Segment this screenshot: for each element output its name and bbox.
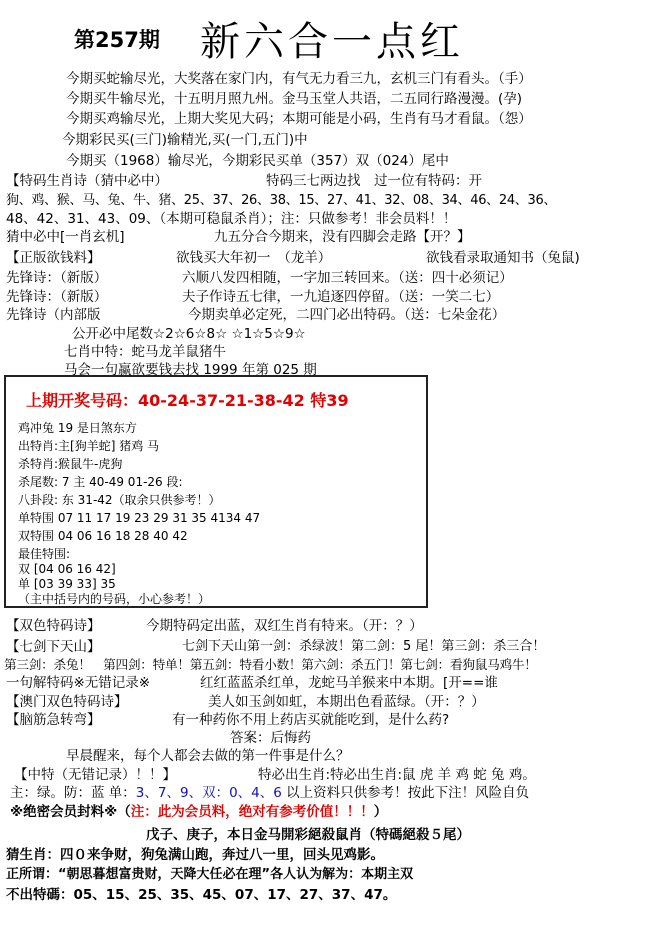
caizhong-label: 猜中必中[一肖玄机] — [6, 229, 125, 245]
qianliao-mid: 欲钱买大年初一 （龙羊） — [176, 250, 332, 266]
row-label: 双 — [18, 562, 31, 576]
row-label: 单特围 — [18, 511, 55, 525]
texiao-heading: 【特码生肖诗（猜中必中） — [6, 173, 168, 189]
qianliao-heading: 【正版欲钱料】 — [6, 250, 101, 266]
naojin-question: 有一种药你不用上药店买就能吃到，是什么药? — [172, 712, 450, 728]
xianfeng-label: 先锋诗：（新版） — [6, 289, 108, 305]
caisheng-line: 猜生肖：四０来争财，狗兔满山跑，奔过八一里，回头见鸡影。 — [6, 847, 384, 863]
row-label: 八卦段: — [18, 493, 59, 507]
yiju-heading: 一句解特码※无错记录※ — [6, 675, 151, 691]
juemi-warning: 注：此为会员料，绝对有参考价值！！！ — [130, 804, 374, 820]
previous-draw-result — [26, 391, 349, 411]
texiao-hint: 特码三七两边找 过一位有特码：开 — [266, 173, 482, 189]
draw-special: 特39 — [310, 391, 349, 410]
shuangse-text: 今期特码定出蓝，双红生肖有特来。（开：？） — [146, 618, 423, 634]
draw-label: 上期开奖号码： — [26, 391, 139, 410]
previous-draw-box — [4, 375, 428, 608]
mahui-line: 马会一句赢欲要钱去找 1999 年第 025 期 — [64, 362, 317, 378]
row-label: 双特围 — [18, 529, 55, 543]
zhongte-heading: 【中特（无错记录）！！】 — [14, 767, 176, 783]
naojin-heading: 【脑筋急转弯】 — [6, 712, 101, 728]
info-row — [18, 528, 188, 544]
row-label: 鸡冲兔 — [18, 421, 55, 435]
juemi-end: ） — [373, 804, 388, 820]
row-text: 19 是日煞东方 — [54, 421, 137, 435]
info-row — [18, 456, 122, 472]
info-row — [18, 438, 159, 454]
info-row — [18, 420, 137, 436]
naojin-answer: 答案：后悔药 — [230, 730, 311, 746]
info-row — [18, 561, 116, 577]
wuxu-line: 戊子、庚子，本日金马開彩絕殺鼠肖（特碼絕殺５尾） — [146, 827, 470, 843]
box-note: （主中括号内的号码，小心参考！） — [18, 592, 211, 606]
zhengsuo-line: 正所谓：“朝思暮想富贵财，天降大任必在理”各人认为解为：本期主双 — [6, 867, 414, 882]
texiao-numbers: 48、42、31、43、09、（本期可稳鼠杀肖）；注：只做参考！非会员料！！ — [6, 211, 457, 227]
poem-line: 今期彩民买(三门)输精光,买(一门,五门)中 — [62, 132, 308, 148]
shuangse-heading: 【双色特码诗】 — [6, 618, 101, 634]
row-text: 04 06 16 18 28 40 42 — [54, 529, 188, 543]
qijian-heading: 【七剑下天山】 — [6, 639, 101, 655]
juemi-label: ※绝密会员封料※（ — [10, 804, 131, 820]
row-text: 7 主 40-49 01-26 段: — [58, 475, 183, 489]
info-row — [18, 492, 221, 508]
caizhong-text: 九五分合今期来，没有四脚会走路【开？】 — [214, 229, 471, 245]
aomen-heading: 【澳门双色特码诗】 — [6, 694, 128, 710]
info-row — [18, 474, 183, 490]
juemi-line — [10, 803, 387, 821]
aomen-text: 美人如玉剑如虹，本期出色看蓝绿。（开：？） — [208, 694, 485, 710]
info-row — [18, 510, 260, 526]
issue-number: 第257期 — [74, 28, 160, 52]
poem-line: 今期买蛇输尽光，大奖落在家门内，有气无力看三九，玄机三门有看头。（手） — [66, 71, 532, 87]
qijian-text: 七剑下天山第一剑：杀绿波！第二剑：5 尾！第三剑：杀三合！ — [182, 639, 546, 654]
xianfeng-label: 先锋诗：（新版） — [6, 270, 108, 286]
row-label: 最佳特围: — [18, 547, 71, 561]
row-text: 07 11 17 19 23 29 31 35 4134 47 — [54, 511, 261, 525]
row-text: 东 31-42（取余只供参考！） — [58, 493, 221, 507]
zhu-numbers: 3、7、9、双：0、4、6 — [135, 785, 282, 801]
row-text: 主[狗羊蛇] 猪鸡 马 — [58, 439, 160, 453]
row-text: 猴鼠牛-虎狗 — [58, 457, 123, 471]
draw-numbers: 40-24-37-21-38-42 — [138, 391, 305, 410]
zhu-line — [10, 784, 529, 802]
zaochen-question: 早晨醒来，每个人都会去做的第一件事是什么？ — [66, 748, 350, 764]
poem-line: 今期买牛输尽光，十五明月照九州。金马玉堂人共语，二五同行路漫漫。(孕) — [66, 91, 523, 107]
poem-line: 今期买鸡输尽光，上期大奖见大码；本期可能是小码，生肖有马才看鼠。（怨） — [66, 111, 532, 127]
weishu-line: 公开必中尾数☆2☆6☆8☆ ☆1☆5☆9☆ — [72, 326, 306, 342]
xianfeng-text: 今期卖单必定死，二四门必出特码。（送：七朵金花） — [188, 307, 506, 323]
page-title: 新六合一点红 — [200, 19, 464, 65]
xianfeng-text: 六顺八发四相随，一字加三转回来。（送：四十必须记） — [182, 270, 513, 286]
row-label: 单 — [18, 577, 31, 591]
texiao-numbers: 狗、鸡、猴、马、兔、牛、猪、25、37、26、38、15、27、41、32、08、34、46、24、36、 — [6, 193, 557, 208]
info-row — [18, 546, 70, 562]
buchu-line: 不出特碼：05、15、25、35、45、07、17、27、37、47。 — [6, 887, 397, 903]
zhu-prefix: 主：绿。防：蓝 单： — [10, 785, 136, 801]
poem-line: 今期买（1968）输尽光，今期彩民买单（357）双（024）尾中 — [66, 153, 449, 169]
qianliao-right: 欲钱看录取通知书（兔鼠) — [426, 250, 580, 266]
qijian-text: 第三剑：杀兔！ 第四剑：特单！第五剑：特看小数！第六剑：杀五门！第七剑：看狗鼠马鸡牛！ — [4, 657, 537, 672]
qixiao-line: 七肖中特：蛇马龙羊鼠猪牛 — [64, 344, 226, 360]
row-text: [04 06 16 42] — [30, 562, 116, 576]
xianfeng-text: 夫子作诗五七律，一九追逐四停留。（送：一笑二七） — [182, 289, 500, 305]
row-text: [03 39 33] 35 — [30, 577, 116, 591]
yiju-text: 红红蓝蓝杀红单，龙蛇马羊猴来中本期。[开==谁 — [200, 675, 498, 691]
row-label: 杀特肖: — [18, 457, 59, 471]
row-label: 杀尾数: — [18, 475, 59, 489]
info-row — [18, 576, 116, 592]
row-label: 出特肖: — [18, 439, 59, 453]
xianfeng-label: 先锋诗（内部版 — [6, 307, 101, 323]
zhongte-text: 特必出生肖:特必出生肖:鼠 虎 羊 鸡 蛇 兔 鸡。 — [258, 767, 536, 783]
zhu-suffix: 以上资料只供参考！按此下注！风险自负 — [281, 785, 530, 801]
